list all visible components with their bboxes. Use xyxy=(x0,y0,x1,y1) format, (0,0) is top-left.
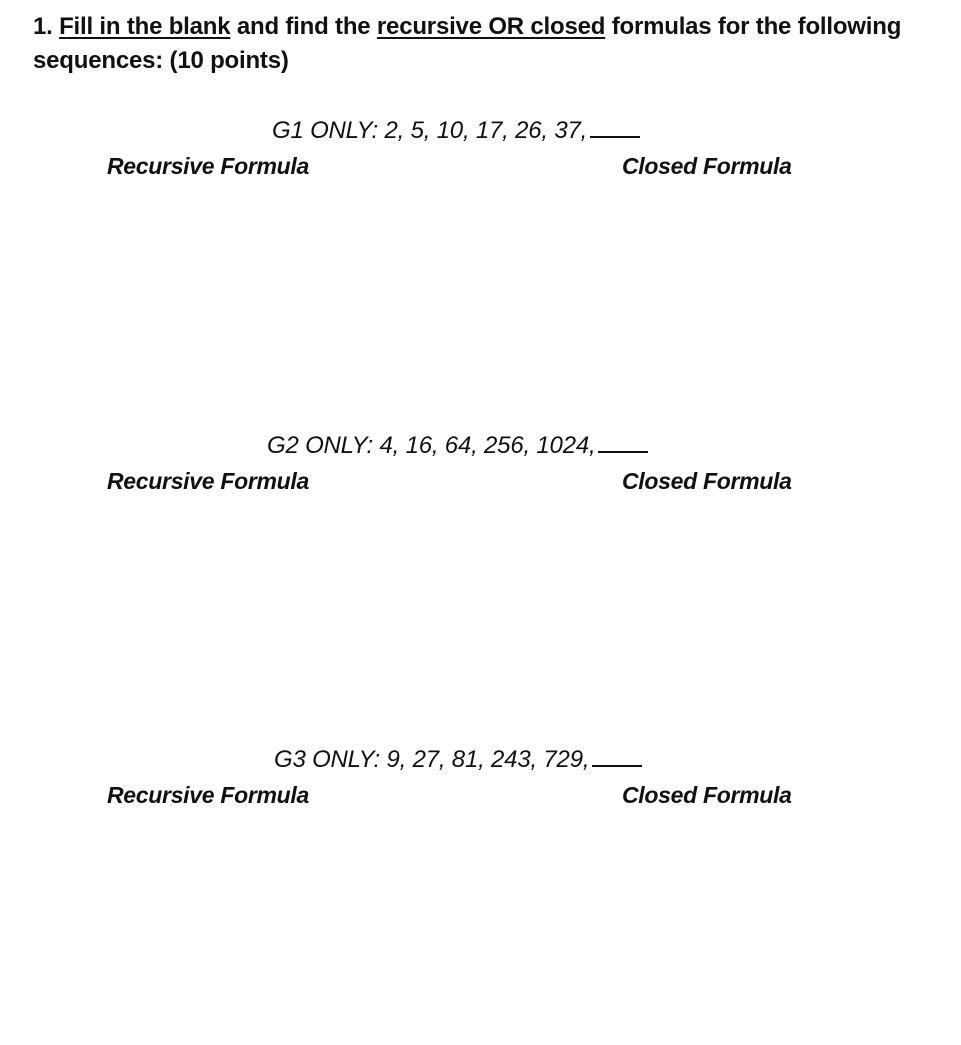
g3-recursive-formula-label: Recursive Formula xyxy=(107,782,309,808)
g1-answer-area[interactable] xyxy=(100,185,860,415)
g1-closed-formula-label: Closed Formula xyxy=(622,153,792,179)
sequence-g2 xyxy=(267,431,648,461)
g3-closed-formula-label: Closed Formula xyxy=(622,782,792,808)
question-number: 1. xyxy=(33,13,53,40)
question-text-part-1: and find the xyxy=(230,13,377,40)
sequence-g1 xyxy=(272,116,640,146)
sequence-g3-prompt: G3 ONLY: 9, 27, 81, 243, 729, xyxy=(274,746,590,773)
g2-recursive-formula-label: Recursive Formula xyxy=(107,468,309,494)
sequence-g3-blank[interactable] xyxy=(592,745,642,767)
sequence-g3 xyxy=(274,745,642,775)
g1-recursive-formula-label: Recursive Formula xyxy=(107,153,309,179)
recursive-or-closed-phrase: recursive OR closed xyxy=(376,13,606,40)
sequence-g2-blank[interactable] xyxy=(598,431,648,453)
g2-answer-area[interactable] xyxy=(100,500,860,730)
fill-in-blank-phrase: Fill in the blank xyxy=(59,13,231,40)
sequence-g1-prompt: G1 ONLY: 2, 5, 10, 17, 26, 37, xyxy=(272,117,588,144)
sequence-g1-blank[interactable] xyxy=(590,116,640,138)
sequence-g2-prompt: G2 ONLY: 4, 16, 64, 256, 1024, xyxy=(267,432,596,459)
question-heading xyxy=(33,10,933,78)
g2-closed-formula-label: Closed Formula xyxy=(622,468,792,494)
g3-answer-area[interactable] xyxy=(100,815,860,1045)
question-text-part-2: formulas for the following sequences: (10 points) xyxy=(33,13,902,74)
